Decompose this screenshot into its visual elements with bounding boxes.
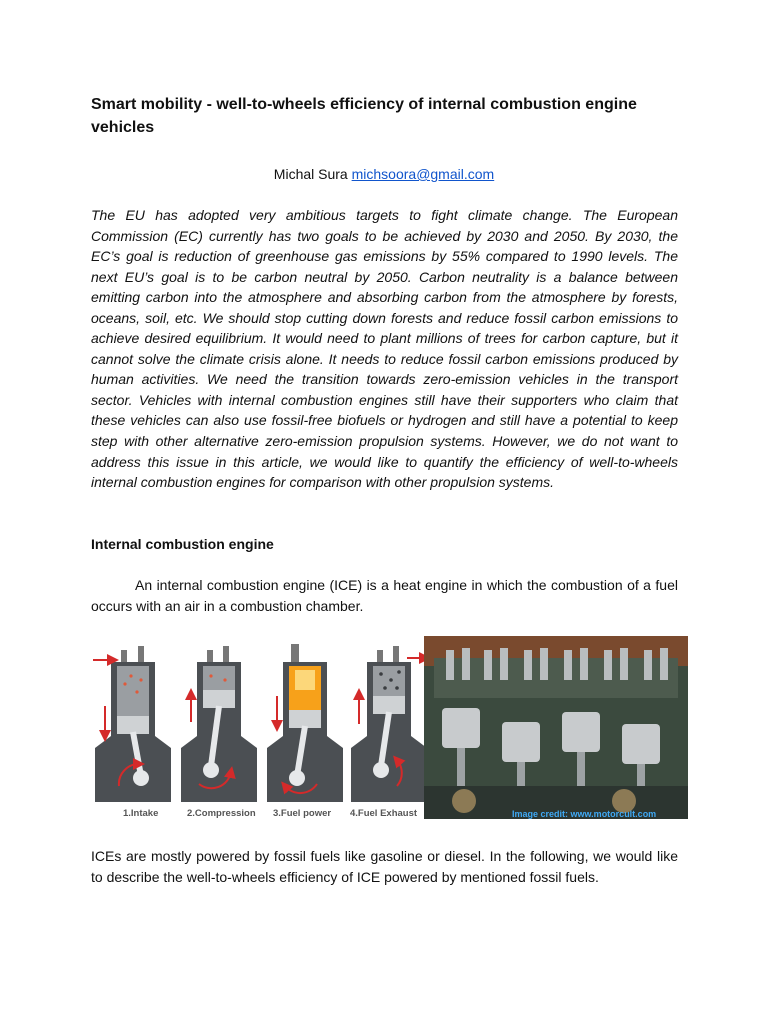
- abstract-paragraph: The EU has adopted very ambitious targets to fight climate change. The European Commission (EC) currently has two goals to be achieved by 2030 and 2050. By 2030, the EC’s goal is reduction of greenhouse gas emissions by 55% compared to 1990 levels. The next EU’s goal is to be carbon neutral by 2050. Carbon neutrality is a balance between emitting carbon into the atmosphere and absorbing carbon from the atmosphere by forests, oceans, soil, etc. We should stop cutting down forests and reduce fossil carbon emissions to achieve desired equilibrium. It would need to plant millions of trees for carbon capture, but it cannot solve the climate crisis alone. It needs to reduce fossil carbon emissions produced by human activities. We need the transition towards zero-emission vehicles in the transport sector. Vehicles with internal combustion engines still have their supporters who claim that these vehicles can also use fossil-free biofuels or hydrogen and still have a potential to keep step with other alternative zero-emission propulsion systems. However, we do not want to address this issue in this article, we would like to quantify the efficiency of well-to-wheels internal combustion engines for comparison with other propulsion systems.: [91, 207, 678, 491]
- section-paragraph-2: ICEs are mostly powered by fossil fuels like gasoline or diesel. In the following, we would like to describe the well-to-wheels efficiency of ICE powered by mentioned fossil fuels.: [91, 848, 678, 885]
- section-paragraph-1: An internal combustion engine (ICE) is a heat engine in which the combustion of a fuel occurs with an air in a combustion chamber.: [91, 577, 678, 614]
- engine-figure: [91, 636, 688, 822]
- article-title: Smart mobility - well-to-wheels efficiency of internal combustion engine vehicles: [91, 96, 637, 136]
- author-line: [0, 164, 768, 184]
- stroke-caption: 4.Fuel Exhaust: [350, 808, 418, 819]
- intake-stroke-illustration: [93, 646, 171, 802]
- power-stroke-illustration: [267, 644, 343, 802]
- stroke-caption: 1.Intake: [123, 808, 159, 819]
- engine-photo: [424, 636, 688, 819]
- stroke-caption: 2.Compression: [187, 808, 256, 819]
- exhaust-stroke-illustration: [351, 646, 426, 802]
- stroke-caption: 3.Fuel power: [273, 808, 332, 819]
- four-stroke-diagram: [91, 636, 426, 822]
- compression-stroke-illustration: [181, 646, 257, 802]
- section-heading: Internal combustion engine: [91, 536, 274, 552]
- author-name: Michal Sura: [273, 166, 348, 182]
- author-email-link[interactable]: michsoora@gmail.com: [351, 166, 495, 182]
- image-credit: Image credit: www.motorcult.com: [512, 809, 657, 819]
